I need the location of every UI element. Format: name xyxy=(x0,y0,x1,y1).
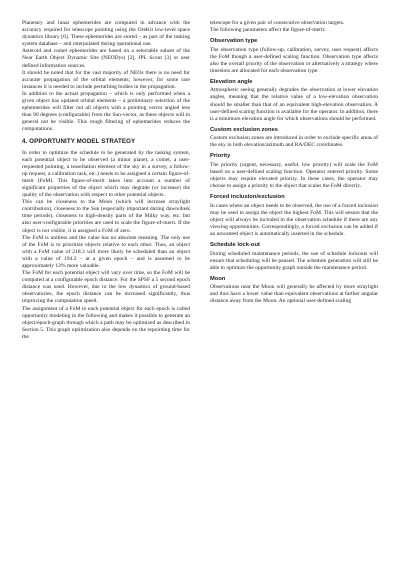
subsection-heading: Elevation angle xyxy=(210,78,253,85)
paragraph: In addition to the actual propagation – which is only performed when a given object has updated orbital elements – a preliminary selection of the ephemerides will filter out all objects with a pointing vector angled less than 90 degrees (configurable) from the Sun-vector, as these objects will in general not be visible. This rough filtering of ephemerides reduces the computations. xyxy=(22,90,190,133)
paragraph: Asteroid and comet ephemerides are based on a selectable subset of the Near Earth Object Dynamic Site (NEODys) [2], JPL Scout [3] or user defined information sources. xyxy=(22,48,190,69)
paragraph: The observation type (follow-up, calibration, survey, user request) affects the FoM though a user-defined scaling function. Observation type affects also the overall priority of the observation or alternatively a strategy where timeslots are allocated for each observation type. xyxy=(210,46,378,74)
paragraph: In cases where an object needs to be observed, the use of a forced inclusion may be used to assign the object the highest FoM. This will ensure that the object will always be included in the observation schedule if there are any viewing opportunities. Correspondingly, a forced exclusion can be added if an unwanted object is automatically inserted in the schedule. xyxy=(210,202,378,237)
paragraph: The FoM for each potential object will vary over time, so the FoM will be computed at a configurable epoch distance. For the SPSF a 5 second epoch distance was used. However, due to the low dynamics of ground-based observatories, the epoch distance can be increased significantly, thus improving the computation speed. xyxy=(22,270,190,305)
subsection-heading: Forced inclusion/exclusion xyxy=(210,194,285,201)
paragraph: Planetary and lunar ephemerides are computed in advance with the accuracy required for telescope pointing using the OreKit low-level space dynamics library [6]. These ephemerides are stored – as part of the tasking system database – and interpolated during operational use. xyxy=(22,20,190,48)
paragraph: The FoM is unitless and the value has no absolute meaning. The only use of the FoM is to prioritize objects relative to each other. Thus, an object with a FoM value of 218.3 will more likely be scheduled than an object with a value of 194.2 – at a given epoch – and is assumed to be approximately 12% more valuable. xyxy=(22,234,190,269)
paragraph: Atmospheric seeing generally degrades the observation at lower elevation angles, meaning that the relative value of a low-elevation observation should be smaller than that of an equivalent high-elevation observation. A user-defined scaling function is available for the operator. In addition, there is a minimum elevation angle for which observations should be performed. xyxy=(210,87,378,122)
paragraph: The assignment of a FoM to each potential object for each epoch is called opportunity modeling in the following and makes it possible to generate an object/epoch-graph through which a path may be optimized as described in Section 5. This graph optimization also depends on the repointing time for the xyxy=(22,305,190,340)
subsection-heading: Observation type xyxy=(210,38,258,45)
paragraph: The priority (urgent, necessary, useful, low priority) will scale the FoM based on a user-defined scaling function. Operator entered priority. Some objects may require elevated priority. In these cases, the operator may choose to assign a priority to the object that scales the FoM directly. xyxy=(210,161,378,190)
paragraph: Custom exclusion zones are introduced in order to exclude specific areas of the sky in both elevation/azimuth and RA/DEC coordinates. xyxy=(210,135,378,149)
paragraph: The following parameters affect the figure-of-merit: xyxy=(210,27,326,34)
paragraph: This can be closeness to the Moon (which will increase straylight contribution), closeness to the Sun (especially important during dawn/dusk time periods), closeness to high-density parts of the Milky way, etc. but also user-configurable priorities are used to scale the figure-of-merit. If the object is not visible, it is assigned a FoM of zero. xyxy=(22,199,190,234)
paragraph: telescope for a given pair of consecutive observation targets. xyxy=(210,20,345,26)
paragraph: In order to optimize the schedule to be generated by the tasking system, each potential object to be observed (a minor planet, a comet, a user-requested pointing, a tessellation element of the sky in a survey, a follow-up request, a calibration task, etc.) needs to be assigned a certain figure-of-merit (FoM). This figure-of-merit takes into account a number of significant properties of the object which may degrade (or increase) the quality of the observation with respect to other potential objects. xyxy=(22,149,190,199)
left-column xyxy=(22,20,190,341)
paragraph: During scheduled maintenance periods, the use of schedule lockouts will ensure that scheduling will be paused. The schedule generation will still be able to optimize the opportunity graph outside the maintenance period. xyxy=(210,250,378,271)
subsection-heading: Priority xyxy=(210,153,231,160)
section-heading: 4. OPPORTUNITY MODEL STRATEGY xyxy=(22,137,136,145)
paragraph: It should be noted that for the vast majority of NEOs there is no need for accurate propagation of the orbital elements; however, for some rare instances it is needed to include perturbing bodies in the propagation. xyxy=(22,69,190,90)
paragraph: Observations near the Moon will generally be affected by more straylight and thus have a lower value than equivalent observations at farther angular distance away from the Moon. An optional user-defined scaling xyxy=(210,284,378,305)
subsection-heading: Moon xyxy=(210,275,226,282)
subsection-heading: Schedule lock-out xyxy=(210,242,260,249)
subsection-heading: Custom exclusion zones xyxy=(210,126,278,133)
right-column xyxy=(210,20,378,305)
